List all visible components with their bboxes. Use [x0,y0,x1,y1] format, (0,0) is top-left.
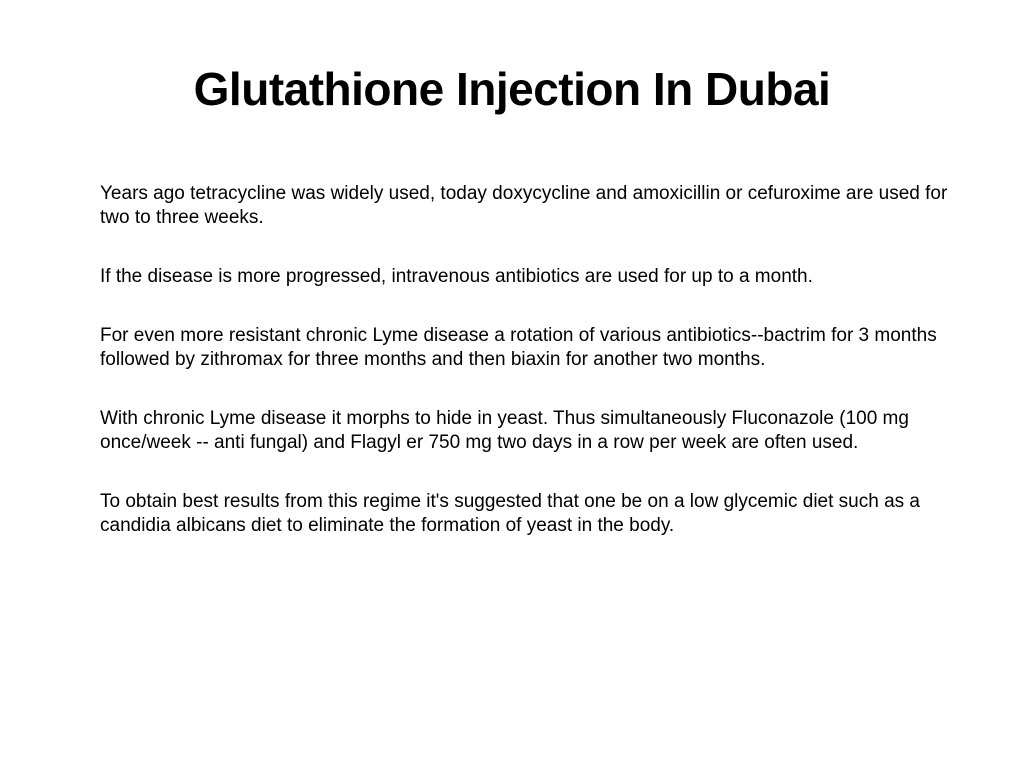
body-paragraph-3: For even more resistant chronic Lyme disease a rotation of various antibiotics--bactrim for 3 months followed by zithromax for three months and then biaxin for another two months. [100,325,937,370]
body-paragraph-4: With chronic Lyme disease it morphs to hide in yeast. Thus simultaneously Fluconazole (100 mg once/week -- anti fungal) and Flagyl er 750 mg two days in a row per week are often used. [100,408,909,453]
slide-title: Glutathione Injection In Dubai [193,63,831,115]
body-paragraph-5: To obtain best results from this regime it's suggested that one be on a low glycemic diet such as a candidia albicans diet to eliminate the formation of yeast in the body. [100,491,920,536]
body-paragraph-1: Years ago tetracycline was widely used, today doxycycline and amoxicillin or cefuroxime are used for two to three weeks. [100,183,948,228]
body-paragraph-2: If the disease is more progressed, intravenous antibiotics are used for up to a month. [100,266,813,287]
slide-body [100,182,970,538]
